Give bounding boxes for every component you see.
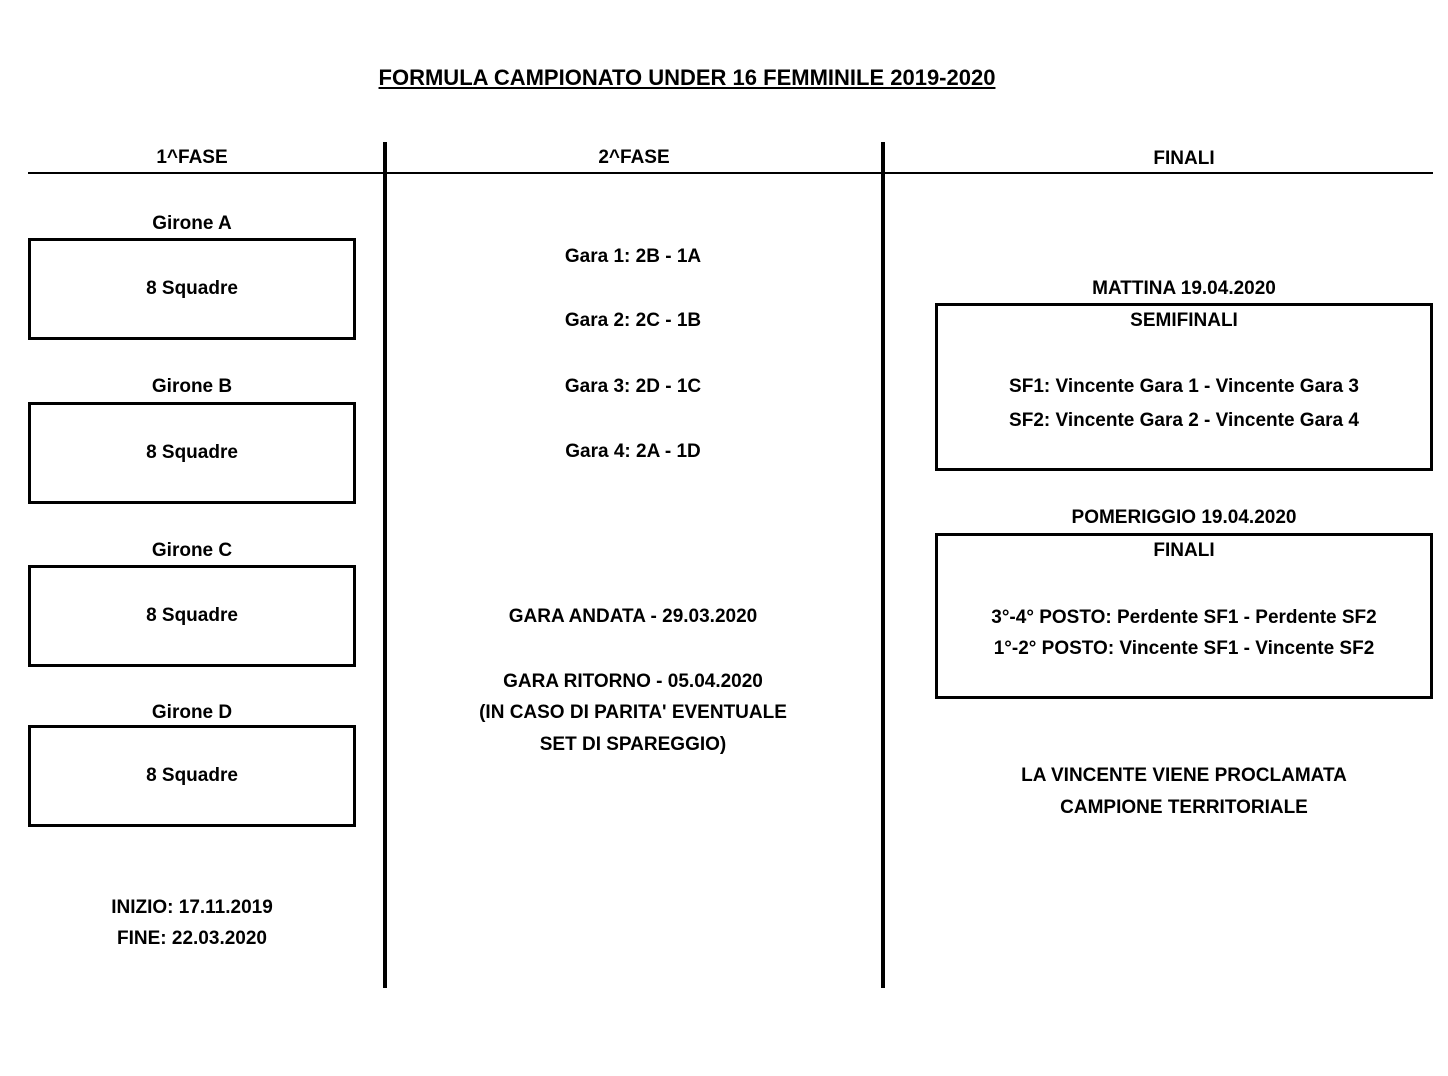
group-c-label: Girone C bbox=[151, 540, 233, 561]
finals-heading: FINALI bbox=[1153, 540, 1215, 561]
group-a-box bbox=[28, 238, 356, 340]
semifinals-heading: SEMIFINALI bbox=[1130, 310, 1238, 331]
header-divider bbox=[28, 172, 1433, 174]
winner-note-line2: CAMPIONE TERRITORIALE bbox=[1060, 797, 1308, 818]
group-b-teams: 8 Squadre bbox=[146, 442, 238, 463]
finals-afternoon-label: POMERIGGIO 19.04.2020 bbox=[1071, 507, 1297, 528]
finals-morning-label: MATTINA 19.04.2020 bbox=[1092, 278, 1276, 299]
phase1-start-date: INIZIO: 17.11.2019 bbox=[111, 897, 273, 918]
group-d-box bbox=[28, 725, 356, 827]
phase2-second-leg-line1: GARA RITORNO - 05.04.2020 bbox=[503, 671, 763, 692]
group-c-box bbox=[28, 565, 356, 667]
column-header-phase2: 2^FASE bbox=[598, 147, 670, 168]
column-header-phase1: 1^FASE bbox=[156, 147, 228, 168]
phase2-game-2: Gara 2: 2C - 1B bbox=[564, 310, 702, 331]
column-header-finals: FINALI bbox=[1153, 148, 1215, 169]
column-divider-right bbox=[881, 142, 885, 988]
semifinal-2: SF2: Vincente Gara 2 - Vincente Gara 4 bbox=[1009, 410, 1359, 431]
column-divider-left bbox=[383, 142, 387, 988]
group-a-teams: 8 Squadre bbox=[146, 278, 238, 299]
semifinal-1: SF1: Vincente Gara 1 - Vincente Gara 3 bbox=[1009, 376, 1359, 397]
group-d-label: Girone D bbox=[151, 702, 233, 723]
group-b-box bbox=[28, 402, 356, 504]
page-title: FORMULA CAMPIONATO UNDER 16 FEMMINILE 2019-2020 bbox=[378, 65, 996, 90]
final-1st-2nd-place: 1°-2° POSTO: Vincente SF1 - Vincente SF2 bbox=[993, 638, 1375, 659]
final-3rd-4th-place: 3°-4° POSTO: Perdente SF1 - Perdente SF2 bbox=[991, 607, 1377, 628]
group-c-teams: 8 Squadre bbox=[146, 605, 238, 626]
group-d-teams: 8 Squadre bbox=[146, 765, 238, 786]
winner-note-line1: LA VINCENTE VIENE PROCLAMATA bbox=[1021, 765, 1347, 786]
phase2-second-leg-line3: SET DI SPAREGGIO) bbox=[539, 734, 727, 755]
phase2-game-4: Gara 4: 2A - 1D bbox=[565, 441, 701, 462]
phase2-second-leg-line2: (IN CASO DI PARITA' EVENTUALE bbox=[479, 702, 787, 723]
phase2-game-1: Gara 1: 2B - 1A bbox=[564, 246, 702, 267]
phase2-first-leg: GARA ANDATA - 29.03.2020 bbox=[508, 606, 758, 627]
group-b-label: Girone B bbox=[151, 376, 233, 397]
group-a-label: Girone A bbox=[152, 213, 232, 234]
phase1-end-date: FINE: 22.03.2020 bbox=[117, 928, 267, 949]
phase2-game-3: Gara 3: 2D - 1C bbox=[564, 376, 702, 397]
